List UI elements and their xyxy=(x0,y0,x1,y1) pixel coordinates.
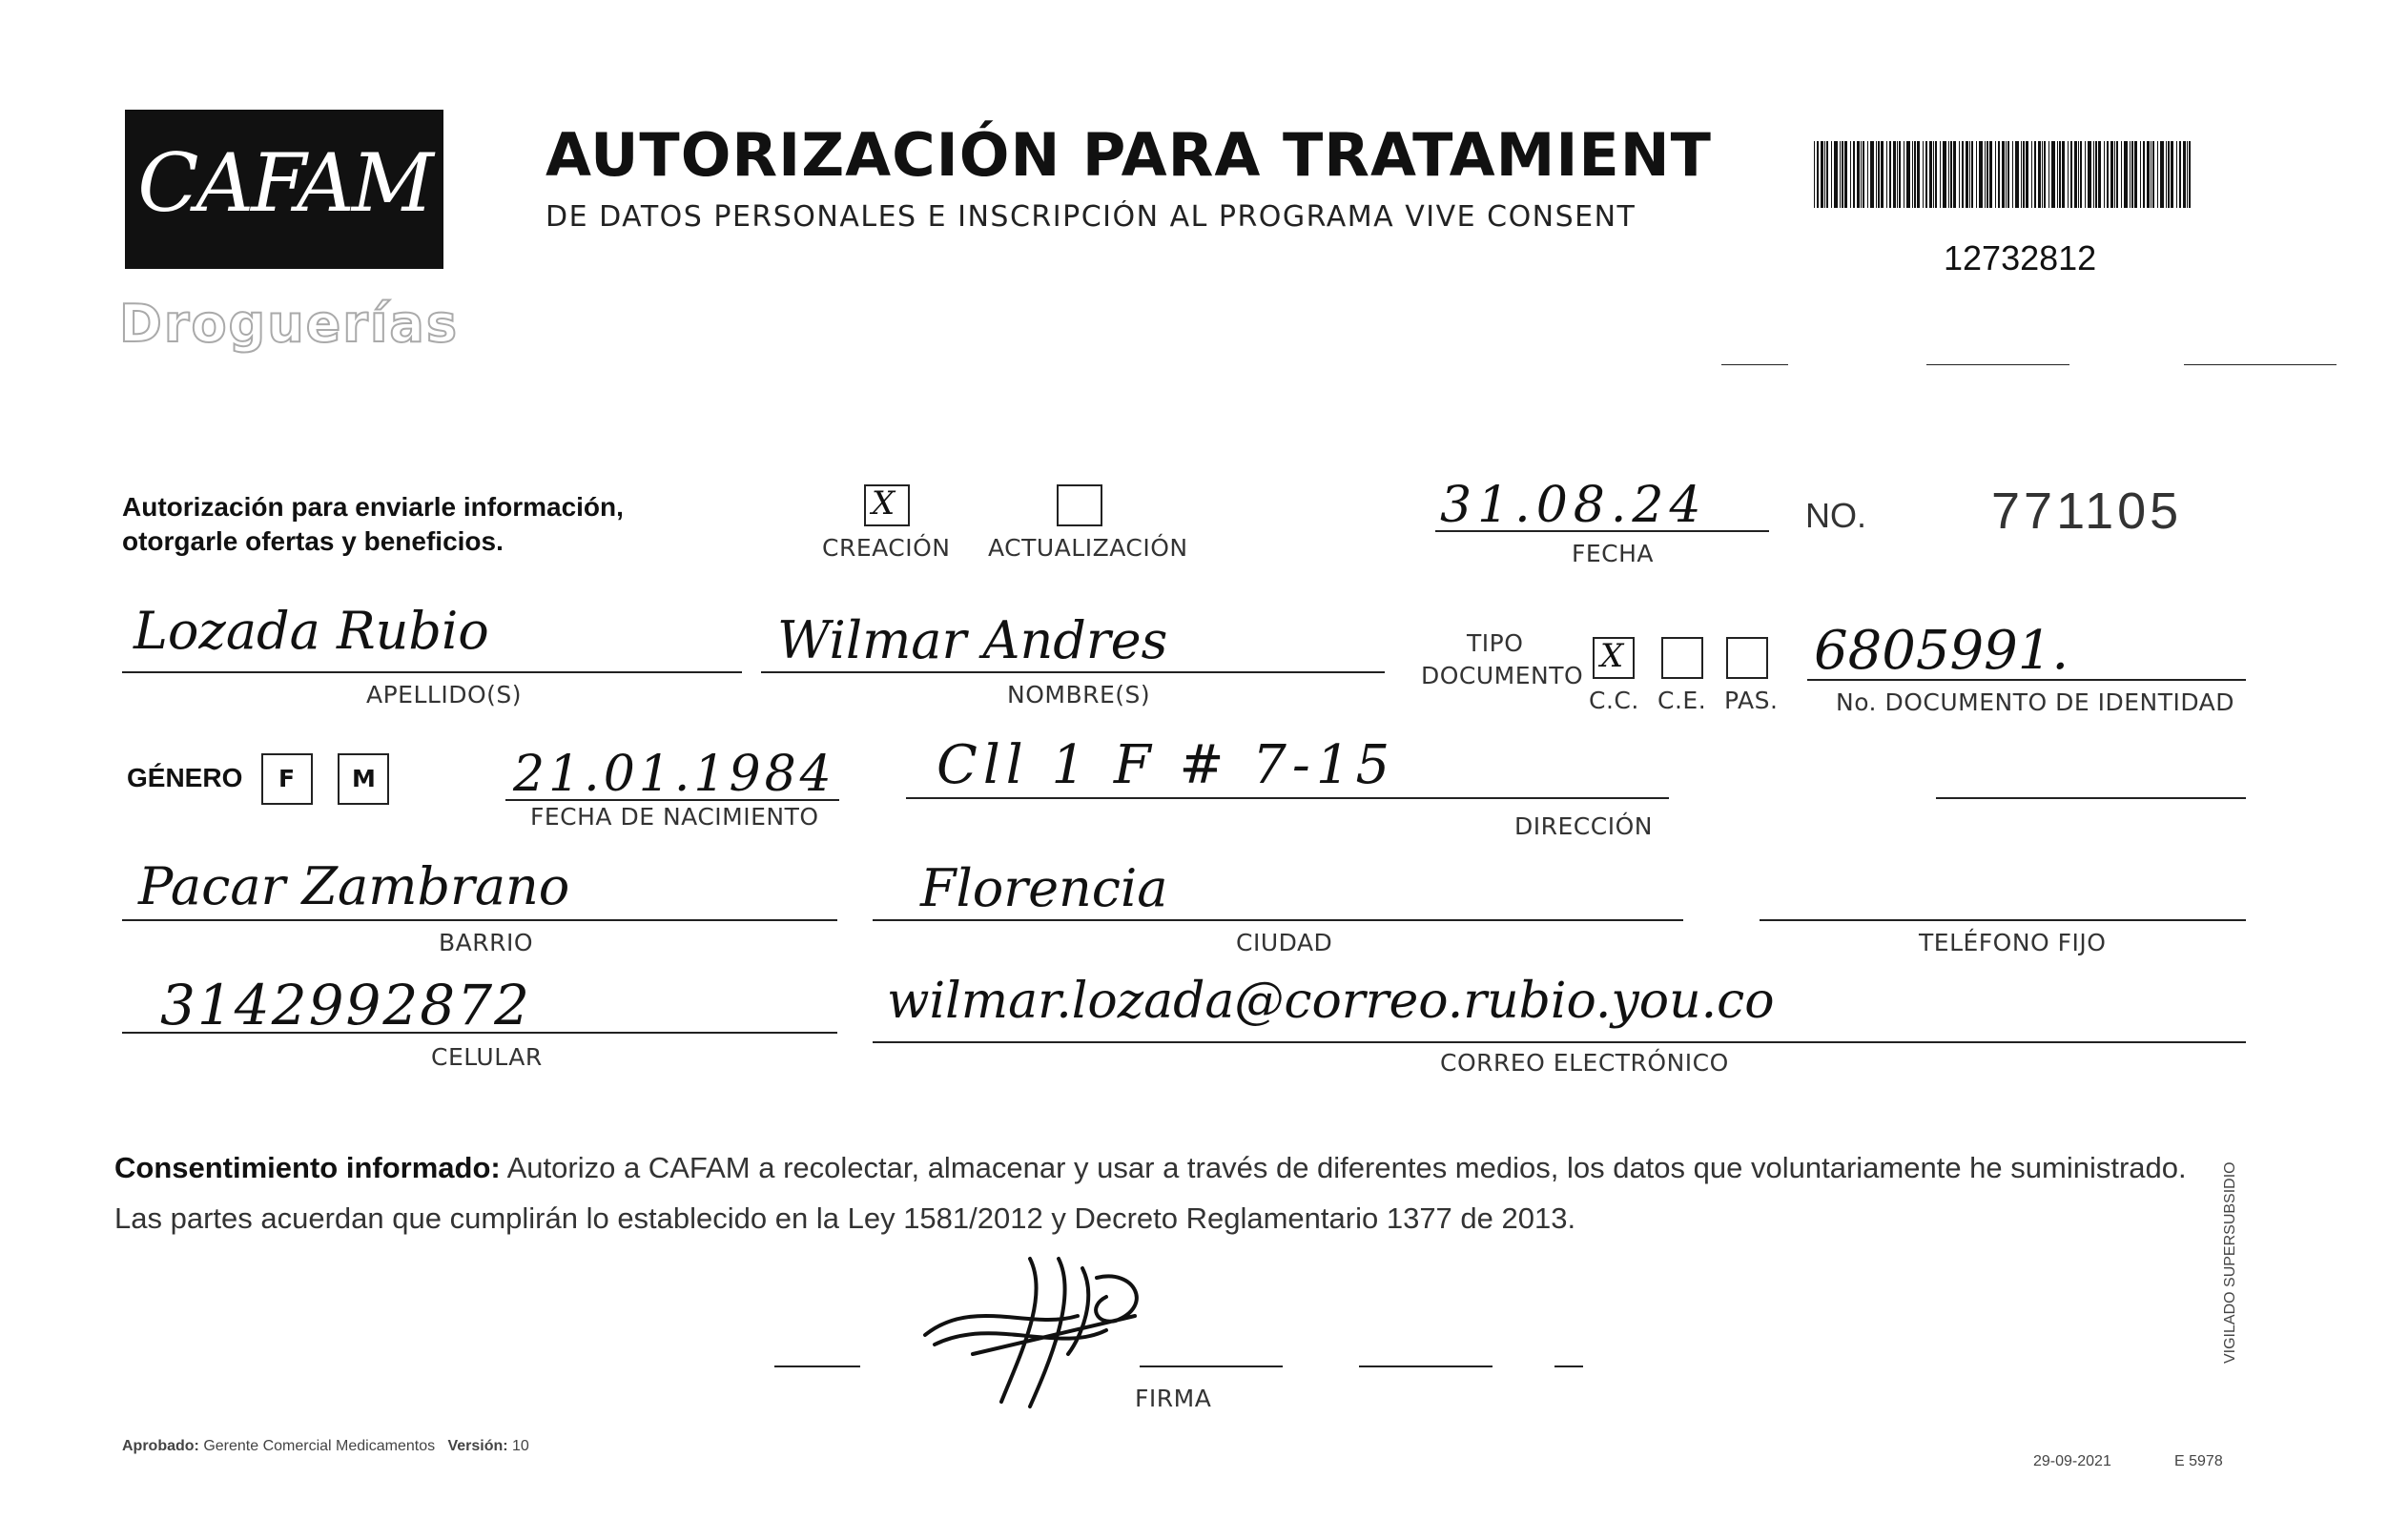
barcode-bar xyxy=(2012,141,2013,208)
barcode-bar xyxy=(2134,141,2137,208)
authorization-heading-line2: otorgarle ofertas y beneficios. xyxy=(122,526,504,556)
aprobado-label: Aprobado: xyxy=(122,1438,199,1454)
barcode-bar xyxy=(1857,141,1860,208)
barcode-bar xyxy=(2070,141,2072,208)
barcode-icon xyxy=(1814,141,2193,208)
barcode-bar xyxy=(2051,141,2055,208)
barcode-bar xyxy=(1853,141,1855,208)
barcode-bar xyxy=(2042,141,2043,208)
barcode-bar xyxy=(2107,141,2109,208)
pas-checkbox[interactable] xyxy=(1726,637,1768,679)
barrio-label: BARRIO xyxy=(439,929,534,956)
correo-label: CORREO ELECTRÓNICO xyxy=(1440,1049,1729,1077)
nacimiento-value[interactable]: 21.01.1984 xyxy=(513,746,835,803)
barcode-bar xyxy=(1940,141,1941,208)
barcode-bar xyxy=(1914,141,1916,208)
barcode-bar xyxy=(1861,141,1862,208)
barcode-bar xyxy=(1863,141,1864,208)
barcode-bar xyxy=(1889,141,1891,208)
barcode-bar xyxy=(1878,141,1880,208)
creacion-label: CREACIÓN xyxy=(822,534,951,562)
barcode-bar xyxy=(2110,141,2113,208)
barcode-bar xyxy=(2078,141,2079,208)
barcode-bar xyxy=(1844,141,1847,208)
barcode-bar xyxy=(2157,141,2158,208)
barcode-bar xyxy=(1870,141,1874,208)
barcode-bar xyxy=(2034,141,2036,208)
footer-date-code: 29-09-2021 xyxy=(2033,1453,2111,1469)
barcode-bar xyxy=(1987,141,1988,208)
barcode-bar xyxy=(2048,141,2049,208)
barcode-bar xyxy=(2143,141,2145,208)
firma-label: FIRMA xyxy=(1135,1385,1212,1412)
barcode-bar xyxy=(1867,141,1868,208)
barcode-bar xyxy=(2168,141,2170,208)
actualizacion-label: ACTUALIZACIÓN xyxy=(988,534,1188,562)
consent-line1: Autorizo a CAFAM a recolectar, almacenar y usar a través de diferentes medios, los datos que voluntariamente he suministrado. xyxy=(500,1151,2187,1184)
apellidos-label: APELLIDO(S) xyxy=(366,681,523,708)
barcode-bar xyxy=(2007,141,2009,208)
barcode-bar xyxy=(2074,141,2077,208)
ce-checkbox[interactable] xyxy=(1661,637,1703,679)
barcode-bar xyxy=(1840,141,1841,208)
barcode-bar xyxy=(2095,141,2097,208)
barcode-bar xyxy=(2080,141,2082,208)
barcode-bar xyxy=(1826,141,1828,208)
barcode-bar xyxy=(2085,141,2086,208)
barcode-bar xyxy=(2183,141,2186,208)
barcode-bar xyxy=(1893,141,1896,208)
barcode-bar xyxy=(2166,141,2167,208)
barcode-bar xyxy=(1959,141,1960,208)
barcode-bar xyxy=(2176,141,2177,208)
telefono-label: TELÉFONO FIJO xyxy=(1919,929,2107,956)
tipo-label-2: DOCUMENTO xyxy=(1421,662,1584,689)
consent-line2: Las partes acuerdan que cumplirán lo establecido en la Ley 1581/2012 y Decreto Reglamentario 1377 de 2013. xyxy=(114,1201,1576,1235)
fecha-label: FECHA xyxy=(1572,540,1655,567)
barcode-bar xyxy=(2031,141,2032,208)
barcode-bar xyxy=(1953,141,1956,208)
barcode-bar xyxy=(2021,141,2022,208)
correo-value[interactable]: wilmar.lozada@correo.rubio.you.co xyxy=(887,973,1775,1030)
barcode-bar xyxy=(2015,141,2019,208)
genero-label: GÉNERO xyxy=(127,763,243,792)
barcode-bar xyxy=(1906,141,1910,208)
authorization-heading-line1: Autorización para enviarle información, xyxy=(122,492,624,522)
barcode-bar xyxy=(2098,141,2101,208)
barcode-bar xyxy=(2114,141,2115,208)
barcode-bar xyxy=(1925,141,1927,208)
barcode-bar xyxy=(1814,141,1815,208)
barcode-bar xyxy=(2189,141,2191,208)
barcode-bar xyxy=(2068,141,2069,208)
cc-label: C.C. xyxy=(1589,687,1639,714)
m-label: M xyxy=(352,765,377,792)
actualizacion-checkbox[interactable] xyxy=(1057,484,1102,526)
barcode-bar xyxy=(1948,141,1949,208)
barcode-bar xyxy=(2093,141,2094,208)
no-label: NO. xyxy=(1805,496,1867,535)
direccion-value[interactable]: Cll 1 F # 7-15 xyxy=(937,734,1396,796)
barcode-bar xyxy=(1897,141,1898,208)
footer-code: E 5978 xyxy=(2174,1453,2223,1469)
barcode-bar xyxy=(1917,141,1920,208)
cafam-logo xyxy=(125,110,443,269)
genero-m-checkbox[interactable] xyxy=(338,753,389,805)
version-value: 10 xyxy=(512,1438,529,1454)
barcode-bar xyxy=(1834,141,1838,208)
nombres-value[interactable]: Wilmar Andres xyxy=(777,610,1168,670)
logo-subtitle: Droguerías xyxy=(119,294,459,354)
barcode-bar xyxy=(1831,141,1832,208)
barcode-bar xyxy=(2121,141,2122,208)
barcode-bar xyxy=(2057,141,2058,208)
documento-label: No. DOCUMENTO DE IDENTIDAD xyxy=(1836,688,2235,716)
creacion-checkbox[interactable] xyxy=(864,484,910,526)
barcode-bar xyxy=(1943,141,1946,208)
barcode-bar xyxy=(1923,141,1924,208)
barcode-bar xyxy=(2002,141,2005,208)
barcode-bar xyxy=(2104,141,2105,208)
document-title: AUTORIZACIÓN PARA TRATAMIENT xyxy=(546,120,1712,190)
barcode-bar xyxy=(1962,141,1964,208)
barcode-bar xyxy=(1933,141,1934,208)
barcode-bar xyxy=(2044,141,2046,208)
barcode-bar xyxy=(2160,141,2164,208)
barcode-bar xyxy=(1881,141,1884,208)
direccion-label: DIRECCIÓN xyxy=(1514,812,1653,840)
barcode-bar xyxy=(1995,141,1996,208)
apellidos-value[interactable]: Lozada Rubio xyxy=(134,601,489,661)
genero-f-checkbox[interactable] xyxy=(261,753,313,805)
side-vertical-text: VIGILADO SUPERSUBSIDIO xyxy=(2222,1161,2238,1364)
fecha-value: 31.08.24 xyxy=(1440,477,1707,534)
version-label: Versión: xyxy=(447,1438,508,1454)
barcode-bar xyxy=(1817,141,1819,208)
barcode-bar xyxy=(2023,141,2025,208)
barcode-bar xyxy=(1929,141,1932,208)
consent-paragraph xyxy=(114,1142,2251,1243)
ciudad-label: CIUDAD xyxy=(1236,929,1333,956)
nacimiento-label: FECHA DE NACIMIENTO xyxy=(530,803,819,831)
barcode-bar xyxy=(2171,141,2173,208)
f-label: F xyxy=(278,765,296,792)
barcode-bar xyxy=(2131,141,2133,208)
barcode-number: 12732812 xyxy=(1944,238,2097,277)
barcode-bar xyxy=(1876,141,1877,208)
footer-approval xyxy=(122,1438,529,1455)
barcode-bar xyxy=(2140,141,2141,208)
aprobado-value: Gerente Comercial Medicamentos xyxy=(203,1438,436,1454)
ciudad-value[interactable]: Florencia xyxy=(920,858,1168,918)
barcode-bar xyxy=(1886,141,1887,208)
barcode-bar xyxy=(1950,141,1952,208)
barcode-bar xyxy=(2038,141,2041,208)
no-value: 771105 xyxy=(1991,483,2183,540)
creacion-mark: X xyxy=(872,484,896,523)
barcode-bar xyxy=(2088,141,2091,208)
barcode-bar xyxy=(1935,141,1937,208)
barcode-bar xyxy=(2006,141,2007,208)
barcode-bar xyxy=(1966,141,1968,208)
consent-bold: Consentimiento informado: xyxy=(114,1151,501,1184)
tipo-label-1: TIPO xyxy=(1467,629,1524,657)
barcode-bar xyxy=(1850,141,1851,208)
cc-checkbox[interactable] xyxy=(1593,637,1635,679)
barcode-bar xyxy=(1899,141,1901,208)
barcode-bar xyxy=(2130,141,2131,208)
ce-label: C.E. xyxy=(1657,687,1707,714)
barcode-bar xyxy=(1971,141,1973,208)
barcode-bar xyxy=(2179,141,2181,208)
pas-label: PAS. xyxy=(1724,687,1779,714)
nombres-label: NOMBRE(S) xyxy=(1007,681,1151,708)
barcode-bar xyxy=(2152,141,2154,208)
celular-label: CELULAR xyxy=(431,1043,543,1071)
barcode-bar xyxy=(2062,141,2065,208)
logo-text: CAFAM xyxy=(137,136,431,230)
barcode-bar xyxy=(1824,141,1825,208)
barcode-bar xyxy=(1976,141,1977,208)
barcode-bar xyxy=(1998,141,2000,208)
barcode-bar xyxy=(1912,141,1913,208)
barcode-bar xyxy=(2026,141,2028,208)
barcode-bar xyxy=(1985,141,1986,208)
celular-value[interactable]: 3142992872 xyxy=(160,973,532,1037)
barcode-bar xyxy=(2124,141,2128,208)
document-subtitle: DE DATOS PERSONALES E INSCRIPCIÓN AL PROGRAMA VIVE CONSENT xyxy=(546,200,1637,234)
cc-mark: X xyxy=(1600,637,1624,675)
barcode-bar xyxy=(1979,141,1983,208)
barcode-bar xyxy=(1989,141,1992,208)
barcode-bar xyxy=(2059,141,2061,208)
barcode-bar xyxy=(2187,141,2188,208)
barcode-bar xyxy=(2147,141,2150,208)
barcode-bar xyxy=(1969,141,1970,208)
barcode-bar xyxy=(1842,141,1843,208)
documento-value[interactable]: 6805991. xyxy=(1814,620,2069,682)
barcode-bar xyxy=(1821,141,1823,208)
barcode-bar xyxy=(2116,141,2118,208)
barrio-value[interactable]: Pacar Zambrano xyxy=(138,856,570,916)
